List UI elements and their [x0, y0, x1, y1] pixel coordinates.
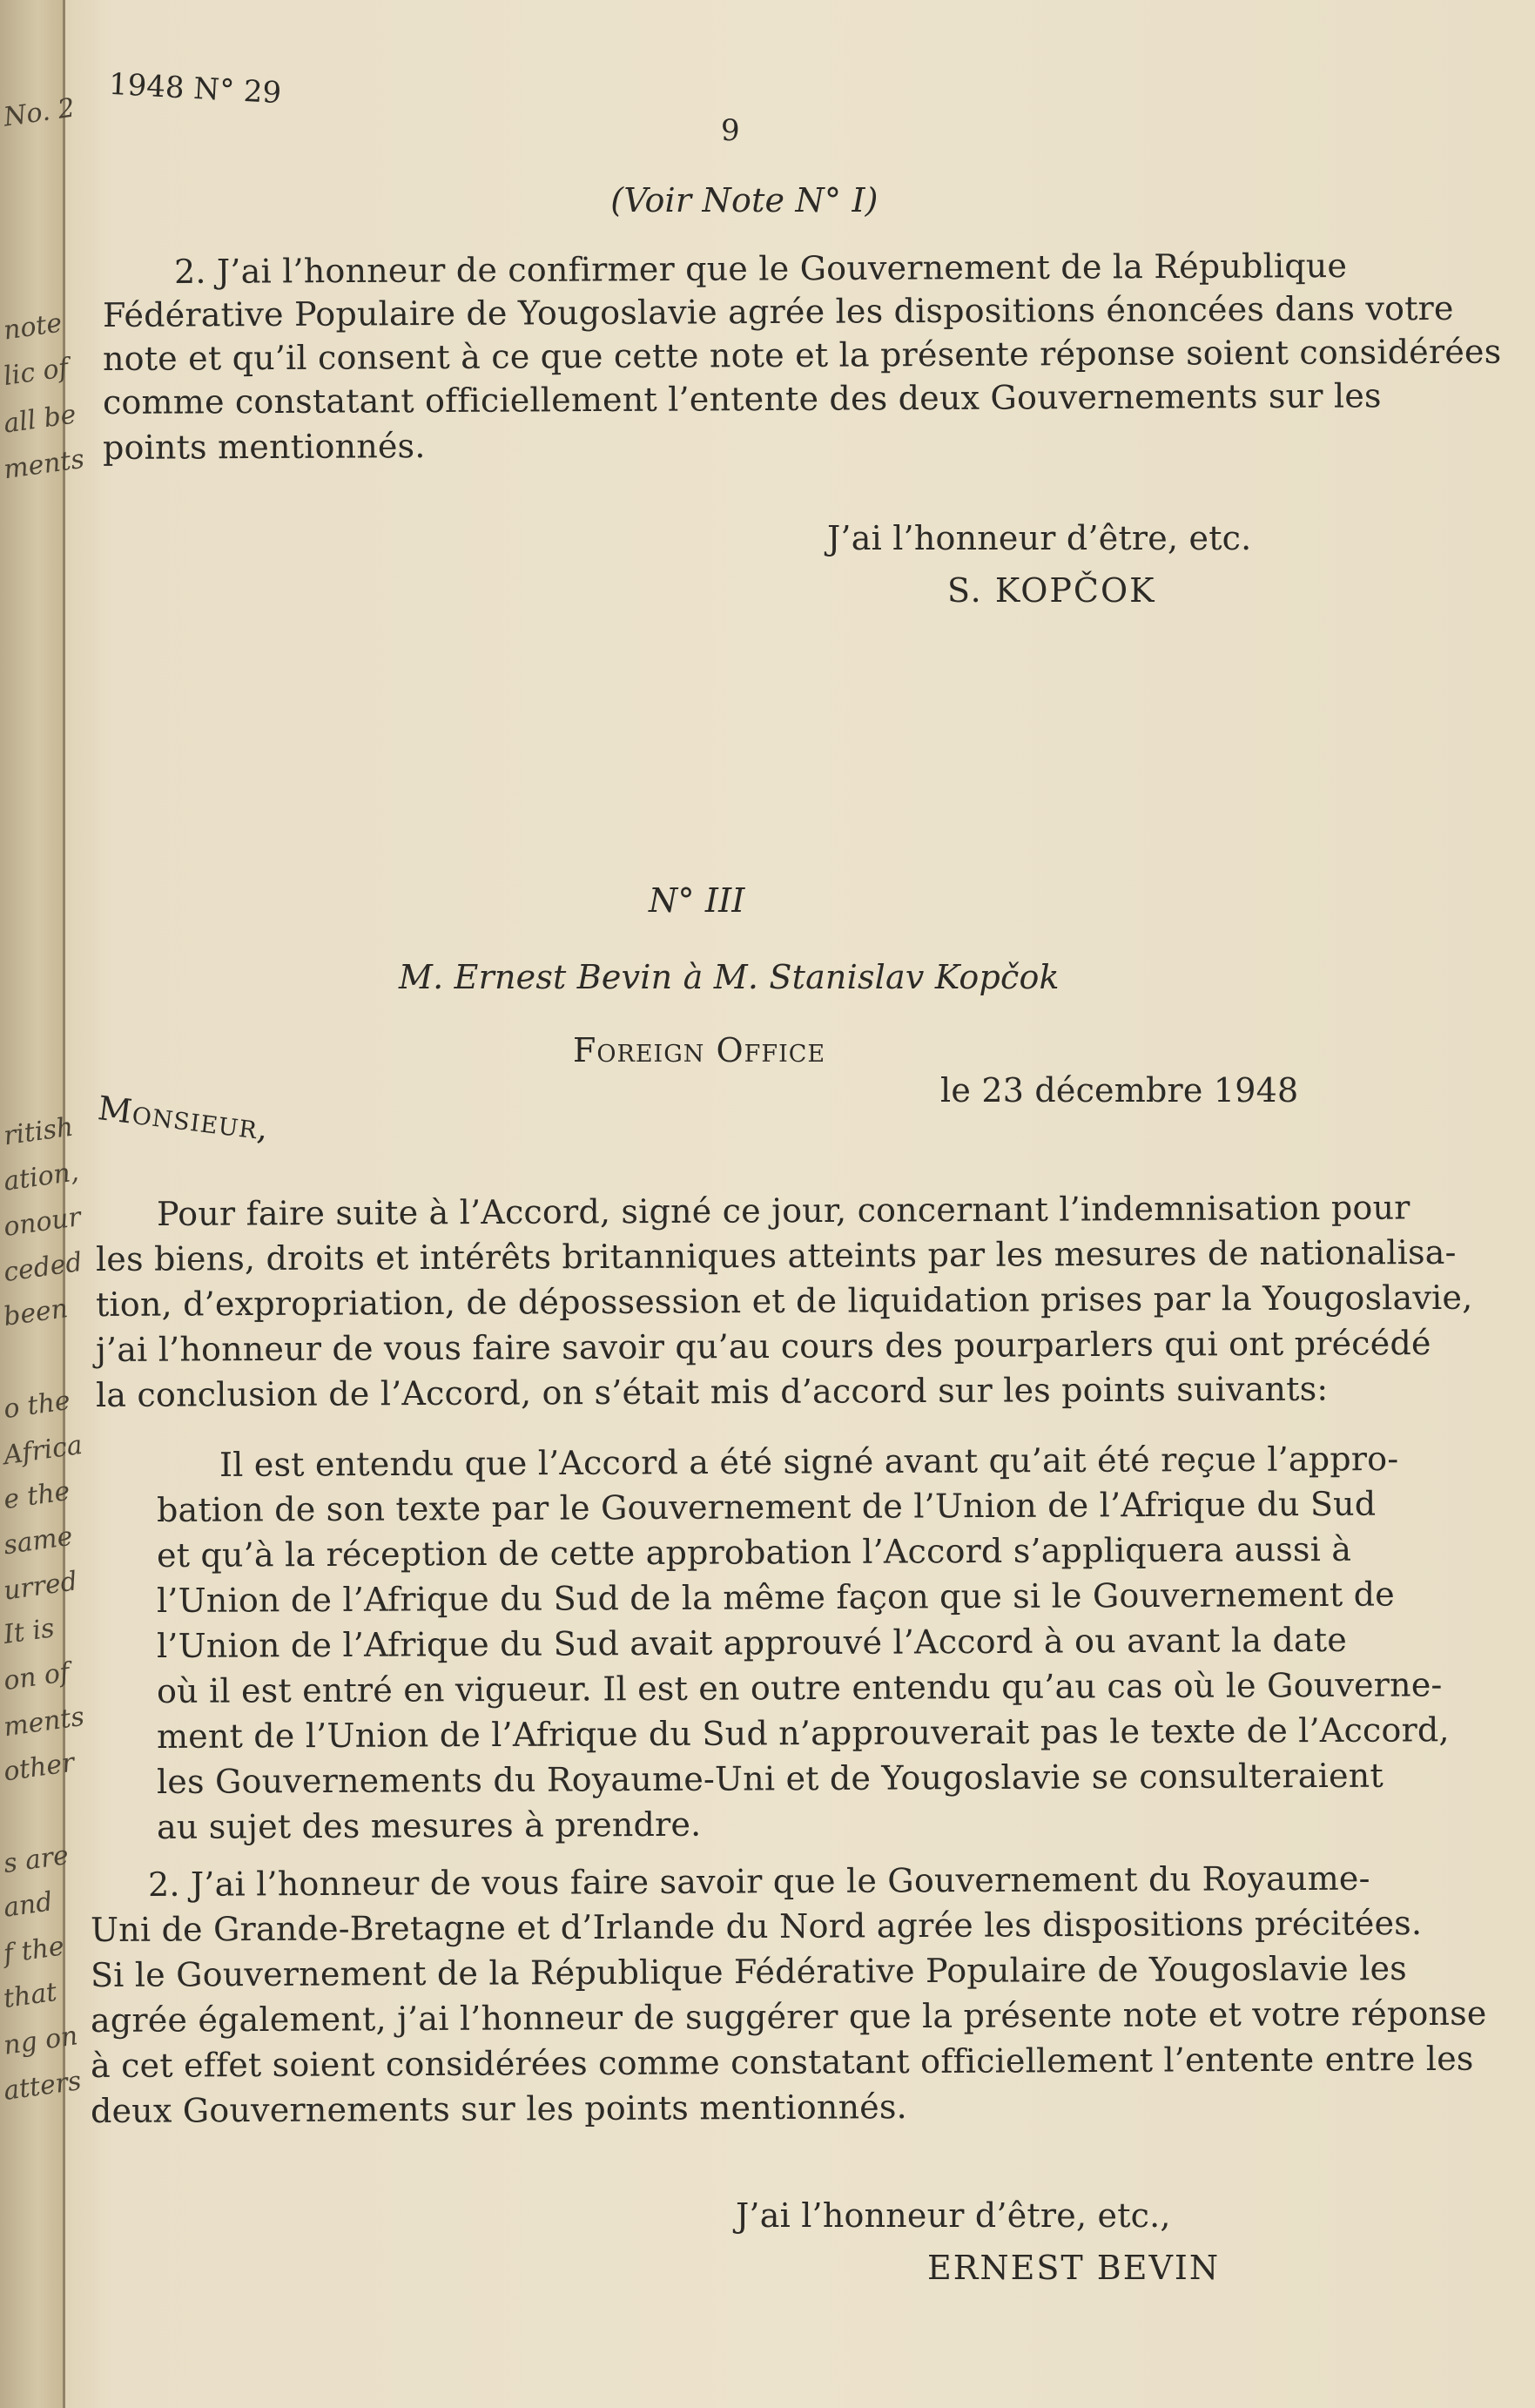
text-line: j’ai l’honneur de vous faire savoir qu’au cours des pourparlers qui ont précédé — [95, 1323, 1431, 1369]
margin-fragment: ng on — [1, 2020, 80, 2061]
page-number: 9 — [721, 113, 740, 148]
letter-date: le 23 décembre 1948 — [940, 1071, 1299, 1110]
margin-fragment: other — [1, 1747, 77, 1788]
margin-fragment: ments — [2, 1701, 86, 1744]
margin-fragment: urred — [1, 1566, 79, 1607]
text-line: à cet effet soient considérées comme constatant officiellement l’entente entre les — [90, 2039, 1474, 2085]
text-line: Fédérative Populaire de Yougoslavie agrée les dispositions énoncées dans votre — [102, 288, 1454, 334]
text-line: agrée également, j’ai l’honneur de suggérer que la présente note et votre réponse — [90, 1993, 1487, 2040]
text-line: Si le Gouvernement de la République Fédérative Populaire de Yougoslavie les — [90, 1949, 1408, 1994]
margin-fragment: on of — [1, 1656, 72, 1697]
closing-formula: J’ai l’honneur d’être, etc. — [827, 519, 1252, 557]
text-line: les biens, droits et intérêts britanniques atteints par les mesures de nationalisa- — [95, 1232, 1457, 1278]
margin-fragment: note — [1, 307, 64, 347]
signature: S. KOPČOK — [947, 571, 1156, 610]
closing-formula: J’ai l’honneur d’être, etc., — [736, 2196, 1171, 2235]
text-line: Uni de Grande-Bretagne et d’Irlande du Nord agrée les dispositions précitées. — [90, 1903, 1423, 1949]
text-line: ment de l’Union de l’Afrique du Sud n’approuverait pas le texte de l’Accord, — [156, 1710, 1450, 1756]
text-line: 2. J’ai l’honneur de confirmer que le Gouvernement de la République — [173, 246, 1348, 291]
margin-fragment: that — [1, 1976, 59, 2015]
margin-fragment: been — [1, 1293, 71, 1332]
text-line: deux Gouvernements sur les points mentionnés. — [90, 2088, 907, 2130]
margin-fragment: f the — [1, 1931, 66, 1970]
text-line: la conclusion de l’Accord, on s’était mis d’accord sur les points suivants: — [95, 1369, 1329, 1414]
margin-fragment: lic of — [1, 352, 71, 393]
treaty-reference: 1948 N° 29 — [108, 66, 283, 111]
margin-fragment: ceded — [2, 1246, 84, 1289]
note-reference: (Voir Note N° I) — [610, 181, 879, 219]
note-number: N° III — [649, 881, 745, 920]
sender-office: Foreign Office — [573, 1031, 826, 1069]
text-line: 2. J’ai l’honneur de vous faire savoir que le Gouvernement du Royaume- — [147, 1858, 1370, 1904]
text-line: au sujet des mesures à prendre. — [156, 1804, 702, 1846]
note-title: M. Ernest Bevin à M. Stanislav Kopčok — [399, 958, 1060, 996]
margin-fragment: same — [1, 1521, 75, 1561]
text-line: Pour faire suite à l’Accord, signé ce jour, concernant l’indemnisation pour — [156, 1188, 1410, 1233]
margin-fragment: and — [1, 1886, 55, 1924]
margin-fragment: It is — [1, 1613, 57, 1650]
text-line: Il est entendu que l’Accord a été signé avant qu’ait été reçue l’appro- — [219, 1439, 1399, 1484]
text-line: l’Union de l’Afrique du Sud de la même façon que si le Gouvernement de — [156, 1575, 1395, 1620]
margin-fragment: No. 2 — [1, 92, 77, 133]
text-line: tion, d’expropriation, de dépossession et de liquidation prises par la Yougoslavie, — [95, 1278, 1473, 1324]
text-line: où il est entré en vigueur. Il est en outre entendu qu’au cas où le Gouverne- — [156, 1665, 1443, 1710]
margin-fragment: atters — [1, 2065, 84, 2108]
text-line: comme constatant officiellement l’entente des deux Gouvernements sur les — [102, 376, 1382, 422]
facing-page-margin — [0, 0, 86, 2408]
margin-fragment: all be — [1, 399, 78, 440]
margin-fragment: s are — [1, 1839, 71, 1880]
salutation: Monsieur, — [96, 1089, 272, 1148]
margin-fragment: ments — [2, 443, 86, 486]
text-line: bation de son texte par le Gouvernement de l’Union de l’Afrique du Sud — [156, 1484, 1377, 1529]
text-line: l’Union de l’Afrique du Sud avait approuvé l’Accord à ou avant la date — [156, 1620, 1348, 1665]
margin-fragment: ation, — [1, 1157, 81, 1197]
margin-fragment: Africa — [2, 1429, 84, 1472]
text-line: les Gouvernements du Royaume-Uni et de Yougoslavie se consulteraient — [156, 1756, 1384, 1801]
margin-fragment: onour — [1, 1201, 84, 1244]
text-line: note et qu’il consent à ce que cette note et la présente réponse soient considérées — [102, 332, 1502, 378]
margin-fragment: o the — [1, 1385, 72, 1426]
text-line: et qu’à la réception de cette approbation l’Accord s’appliquera aussi à — [156, 1529, 1352, 1575]
margin-fragment: e the — [1, 1475, 72, 1516]
margin-fragment: ritish — [1, 1111, 76, 1152]
signature: ERNEST BEVIN — [927, 2249, 1221, 2287]
text-line: points mentionnés. — [102, 427, 426, 467]
